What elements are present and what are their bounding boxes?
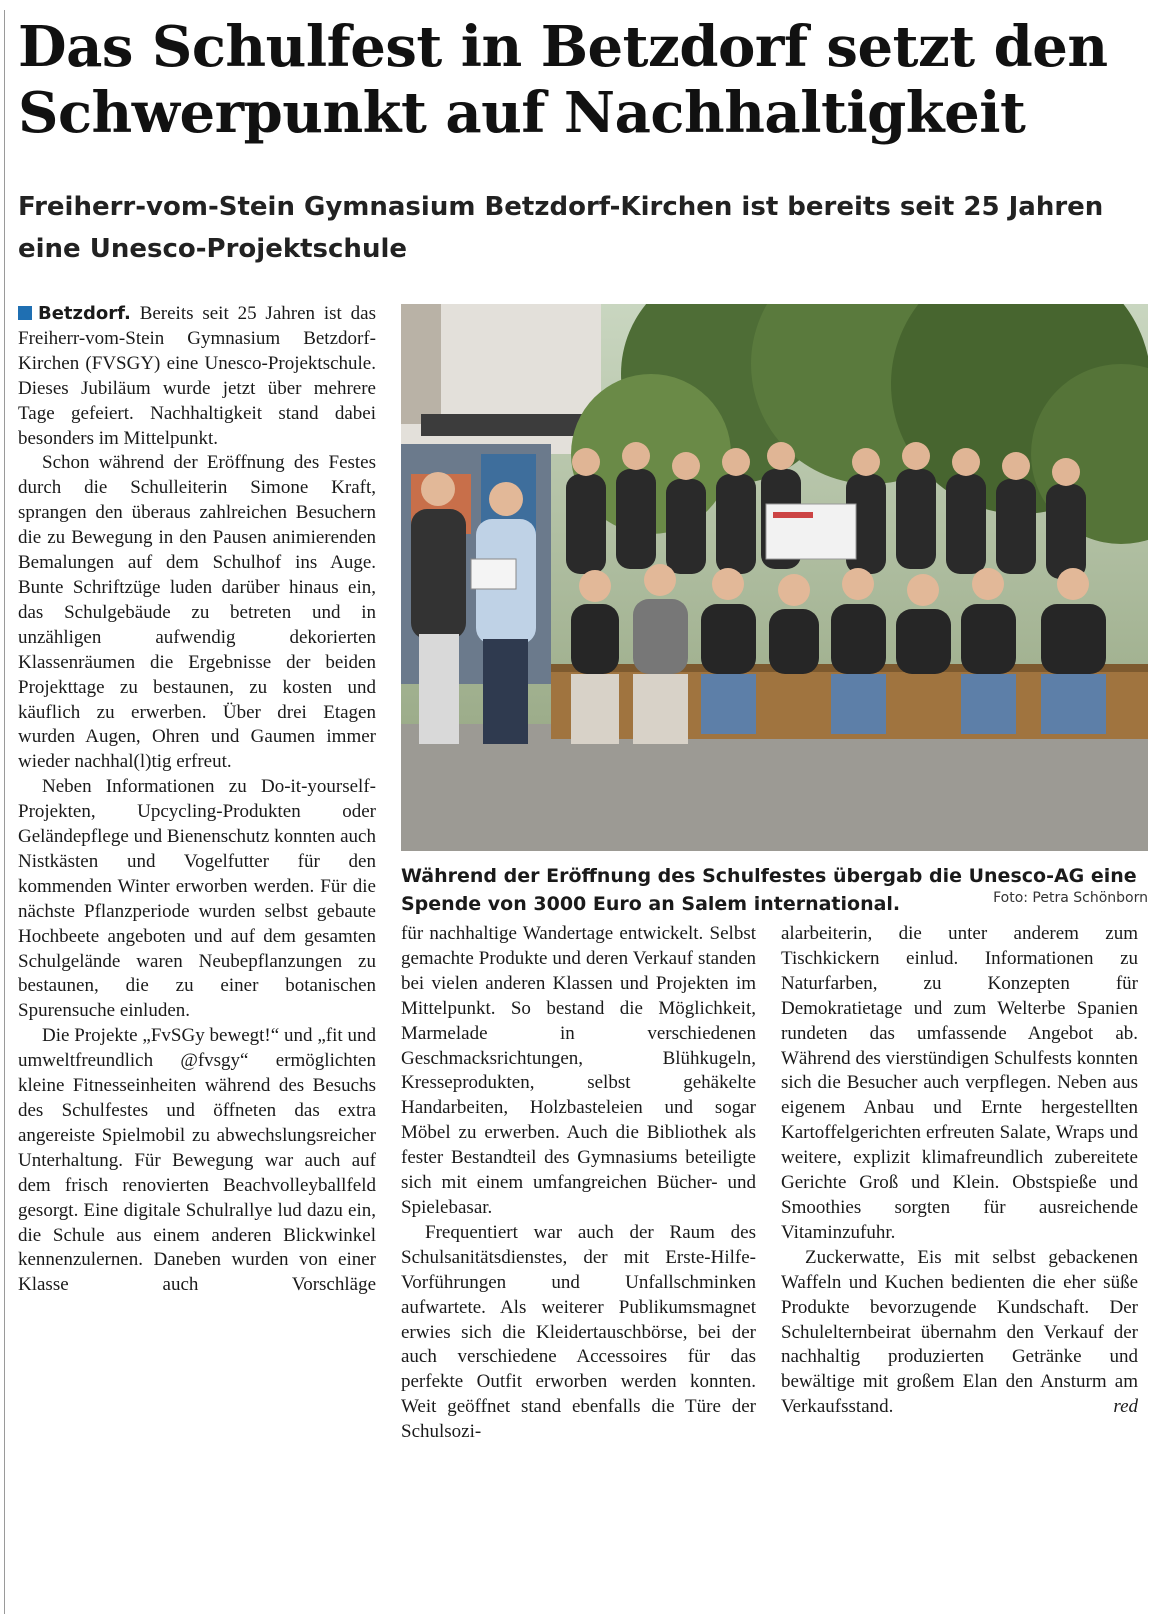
paragraph: Betzdorf. Bereits seit 25 Jahren ist das Freiherr-vom-Stein Gymnasium Betzdorf-Kirchen (FVSGY) eine Unesco-Projektschule. Dieses Jubiläum wurde jetzt über mehrere Tage gefeiert. Nachhaltigkeit stand dabei besonders im Mittelpunkt.	[18, 303, 377, 449]
photo-credit: Foto: Petra Schönborn	[993, 890, 1148, 906]
paragraph: Die Projekte „FvSGy bewegt!“ und „fit und umweltfreundlich @fvsgy“ ermöglichten kleine Fitnesseinheiten während des Besuchs des Schulfestes und öffneten das extra angereiste Spielmobil zu abwechslungsreicher Unterhaltung. Für Bewegung war auch auf dem frisch renovierten Beachvolleyballfeld gesorgt. Eine digitale Schulrallye lud dazu ein, die Schule aus einem anderen Blickwinkel kennenzulernen. Daneben wurden von einer Klasse auch Vorschläge	[18, 1025, 376, 1296]
headline: Das Schulfest in Betzdorf setzt den Schwerpunkt auf Nachhaltigkeit	[18, 14, 1108, 146]
paragraph: Neben Informationen zu Do-it-yourself-Projekten, Upcycling-Produkten oder Geländepflege und Bienenschutz konnten auch Nistkästen und Vogelfutter für den kommenden Winter erworben werden. Für die nächste Pflanzperiode wurden selbst gebaute Hochbeete angeboten und auf dem gesamten Schulgelände waren Neubepflanzungen zu bestaunen, die zu einer botanischen Spurensuche einluden.	[18, 776, 376, 1022]
group-photo-illustration	[401, 304, 1148, 851]
paragraph: Zuckerwatte, Eis mit selbst gebackenen Waffeln und Kuchen bedienten die eher süße Produkte bevorzugende Kundschaft. Der Schulelternbeirat übernahm den Verkauf der nachhaltig produzierten Getränke und bewältige mit großem Elan den Ansturm am Verkaufsstand. red	[781, 1246, 1138, 1420]
paragraph: Schon während der Eröffnung des Festes durch die Schulleiterin Simone Kraft, sprangen den überaus zahlreichen Besuchern die zu Bewegung in den Pausen animierenden Bemalungen auf dem Schulhof ins Auge. Bunte Schriftzüge luden darüber hinaus ein, das Schulgebäude zu betreten und in unzähligen aufwendig dekorierten Klassenräumen die Ergebnisse der beiden Projekttage zu bestaunen, zu kosten und käuflich zu erwerben. Über drei Etagen wurden Augen, Ohren und Gaumen immer wieder nachhal(l)tig erfreut.	[18, 452, 376, 773]
photo-caption: Während der Eröffnung des Schulfestes übergab die Unesco-AG eine Spende von 3000 Euro an Salem international.	[401, 865, 1137, 915]
text-column-1	[18, 302, 376, 1298]
text-column-3	[781, 922, 1138, 1420]
dateline: Betzdorf.	[38, 303, 131, 324]
dateline-square-icon	[18, 306, 32, 320]
column-rule	[4, 10, 5, 1614]
paragraph: Frequentiert war auch der Raum des Schulsanitätsdienstes, der mit Erste-Hilfe-Vorführungen und Unfallschminken aufwartete. Als weiterer Publikumsmagnet erwies sich die Kleidertauschbörse, bei der auch verschiedene Accessoires für das perfekte Outfit erworben werden konnten. Weit geöffnet stand ebenfalls die Türe der Schulsozi-	[401, 1221, 756, 1443]
author-initials: red	[1113, 1396, 1138, 1418]
paragraph: alarbeiterin, die unter anderem zum Tischkickern einlud. Informationen zu Naturfarben, zu Konzepten für Demokratietage und zum Welterbe Spanien rundeten das umfassende Angebot ab. Während des vierstündigen Schulfests konnten sich die Besucher auch verpflegen. Neben aus eigenem Anbau und Ernte hergestellten Kartoffelgerichten erfreuten Salate, Wraps und weitere, explizit klimafreundlich zubereitete Gerichte Groß und Klein. Obstspieße und Smoothies sorgten für ausreichende Vitaminzufuhr.	[781, 923, 1138, 1243]
article-photo	[401, 304, 1148, 851]
subheadline: Freiherr-vom-Stein Gymnasium Betzdorf-Kirchen ist bereits seit 25 Jahren eine Unesco-Projektschule	[18, 192, 1104, 264]
paragraph: für nachhaltige Wandertage entwickelt. Selbst gemachte Produkte und deren Verkauf standen bei vielen anderen Klassen und Projekten im Mittelpunkt. So bestand die Möglichkeit, Marmelade in verschiedenen Geschmacksrichtungen, Blühkugeln, Kresseprodukten, selbst gehäkelte Handarbeiten, Holzbasteleien und sogar Möbel zu erwerben. Auch die Bibliothek als fester Bestandteil des Gymnasiums beteiligte sich mit einem umfangreichen Bücher- und Spielebasar.	[401, 923, 756, 1218]
text-column-2	[401, 922, 756, 1445]
